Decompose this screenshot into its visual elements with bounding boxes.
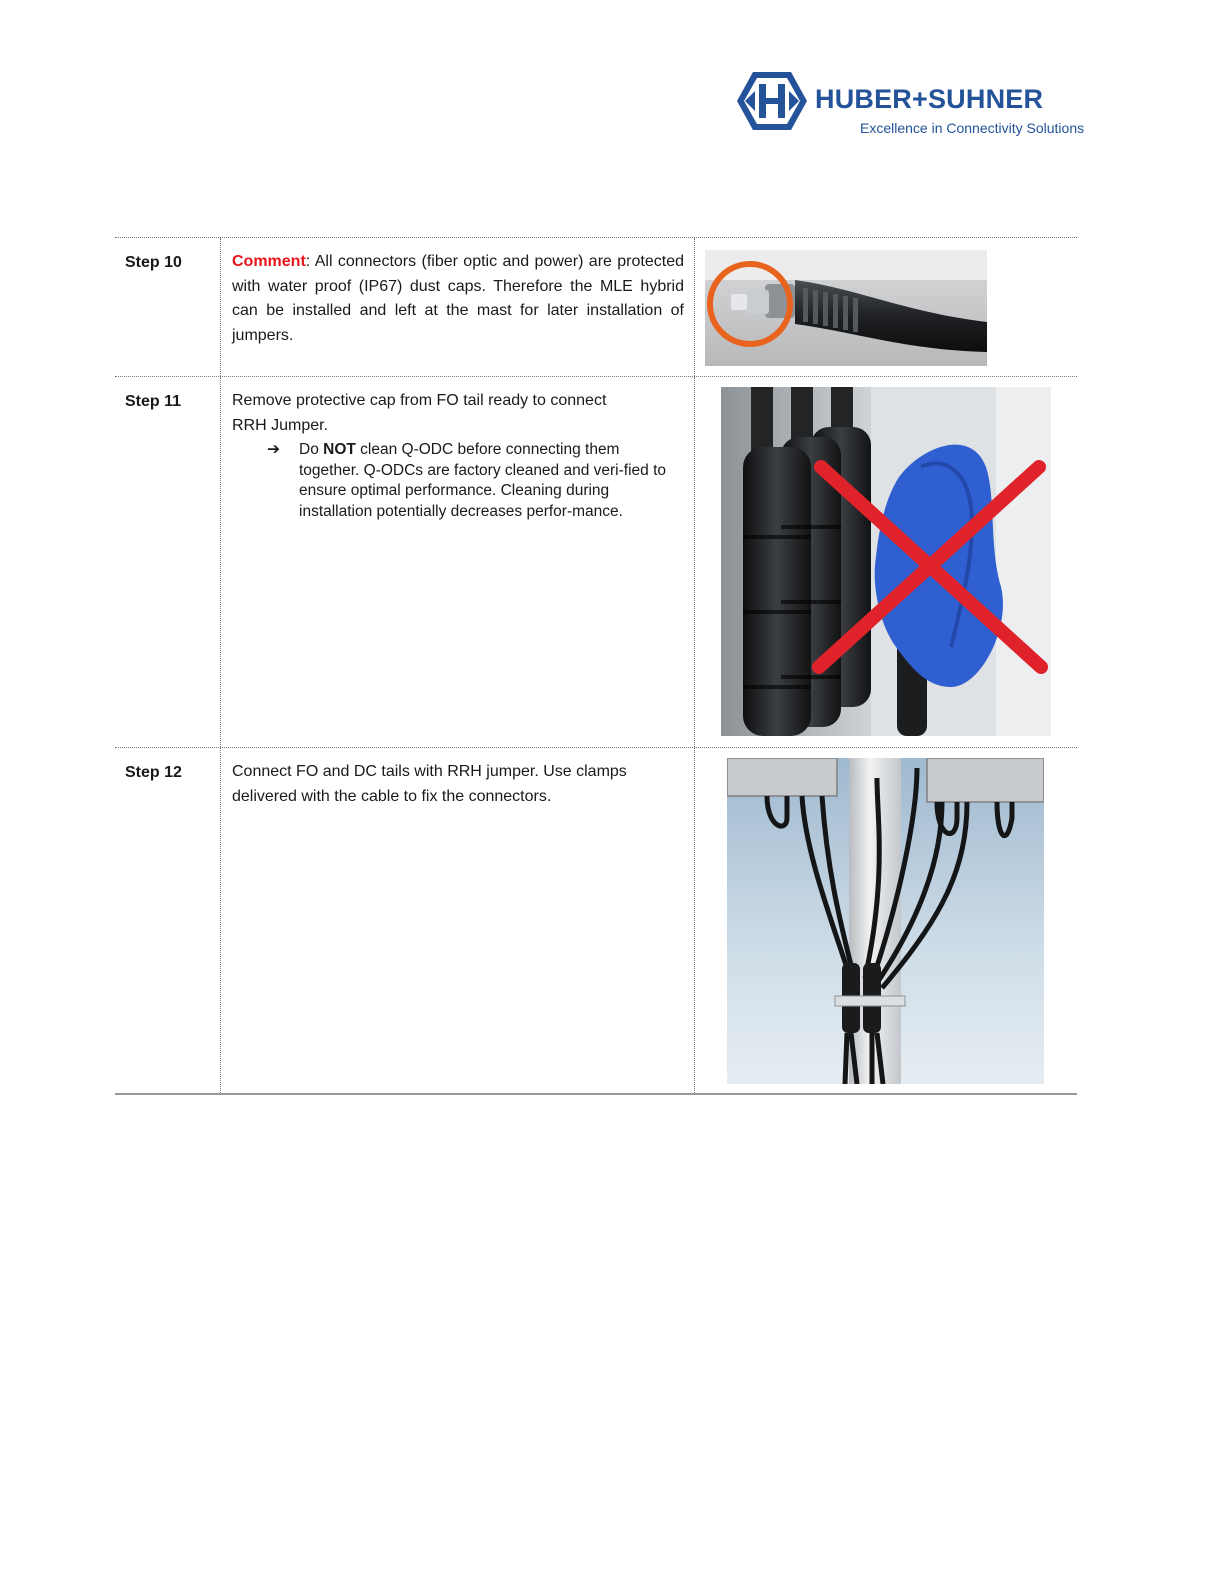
step-row-10	[115, 237, 1077, 376]
instruction-line-1: Remove protective cap from FO tail ready to connect	[232, 392, 607, 409]
comment-label: Comment	[232, 253, 306, 270]
right-arrow-icon: ➔	[267, 441, 280, 458]
step-description	[220, 748, 695, 1093]
step-image-cell	[695, 748, 1077, 1093]
warning-prefix: Do	[299, 441, 324, 458]
no-cleaning-photo	[721, 387, 1051, 736]
connector-dust-cap-photo	[705, 250, 987, 366]
step-description	[220, 377, 695, 747]
step-label: Step 10	[125, 254, 182, 271]
rrh-cables-photo	[727, 758, 1044, 1084]
warning-emphasis: NOT	[323, 441, 356, 458]
step-row-12	[115, 747, 1077, 1095]
step-label: Step 12	[125, 764, 182, 781]
warning-rest: clean Q-ODC before connecting them together. Q-ODCs are factory cleaned and veri-fied to ensure optimal performance. Cleaning during installation potentially decreases perfor-mance.	[299, 441, 667, 520]
instruction-line-2: RRH Jumper.	[232, 416, 329, 434]
comment-paragraph	[232, 250, 684, 348]
step-row-11	[115, 376, 1077, 747]
installation-steps-table	[115, 237, 1077, 1095]
brand-tagline: Excellence in Connectivity Solutions	[860, 120, 1085, 136]
comment-separator: :	[305, 253, 311, 270]
hs-hexagon-logo-icon	[735, 70, 809, 132]
step-label: Step 11	[125, 393, 182, 410]
step-image-cell	[695, 238, 1077, 376]
step-description	[220, 238, 695, 376]
step-image-cell	[695, 377, 1077, 747]
brand-name: HUBER+SUHNER	[815, 84, 1044, 114]
instruction-text: Connect FO and DC tails with RRH jumper. Use clamps delivered with the cable to fix the connectors.	[232, 763, 627, 805]
huber-suhner-logo	[735, 70, 1085, 140]
warning-text	[299, 440, 684, 522]
comment-text: All connectors (fiber optic and power) are protected with water proof (IP67) dust caps. Therefore the MLE hybrid can be installed and left at the mast for later installation of jumpers.	[232, 253, 684, 344]
warning-bullet	[267, 440, 684, 522]
